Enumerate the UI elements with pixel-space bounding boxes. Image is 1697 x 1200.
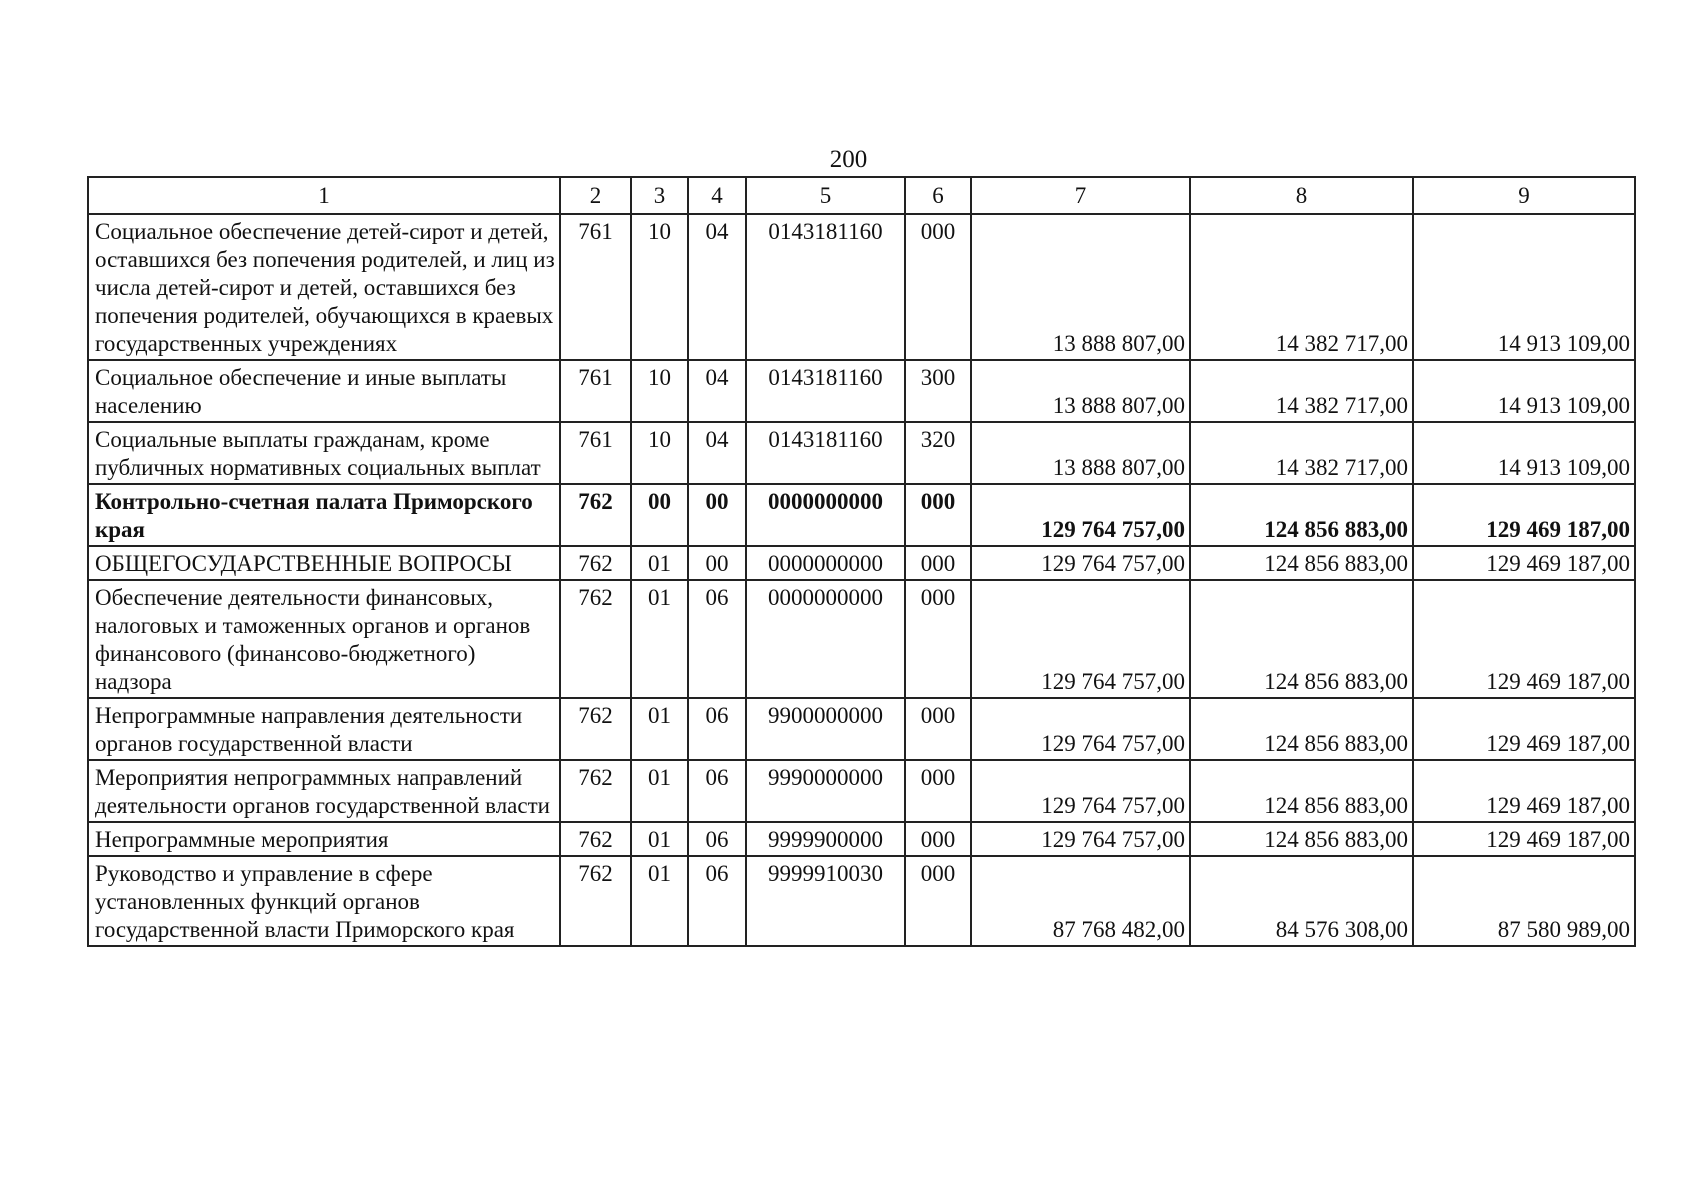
expense-type-cell: 320 bbox=[905, 422, 971, 484]
amount-year3-cell: 14 913 109,00 bbox=[1413, 422, 1635, 484]
subsection-code-cell: 06 bbox=[688, 698, 746, 760]
section-code-cell: 01 bbox=[631, 698, 688, 760]
amount-year2-cell: 14 382 717,00 bbox=[1190, 360, 1413, 422]
row-name-cell: Социальное обеспечение детей-сирот и детей, оставшихся без попечения родителей, и лиц из числа детей-сирот и детей, оставшихся без попечения родителей, обучающихся в краевых государственных учреждениях bbox=[88, 214, 560, 360]
amount-year3-cell: 14 913 109,00 bbox=[1413, 360, 1635, 422]
amount-year3-cell: 14 913 109,00 bbox=[1413, 214, 1635, 360]
amount-year1-cell: 129 764 757,00 bbox=[971, 822, 1190, 856]
table-row bbox=[88, 360, 1635, 422]
table-row bbox=[88, 546, 1635, 580]
amount-year3-cell: 129 469 187,00 bbox=[1413, 546, 1635, 580]
ministry-code-cell: 762 bbox=[560, 546, 631, 580]
row-name-cell: Контрольно-счетная палата Приморского края bbox=[88, 484, 560, 546]
amount-year2-cell: 124 856 883,00 bbox=[1190, 580, 1413, 698]
table-row bbox=[88, 580, 1635, 698]
subsection-code-cell: 06 bbox=[688, 822, 746, 856]
column-header: 3 bbox=[631, 177, 688, 214]
expense-type-cell: 300 bbox=[905, 360, 971, 422]
column-header: 5 bbox=[746, 177, 905, 214]
amount-year3-cell: 129 469 187,00 bbox=[1413, 822, 1635, 856]
table-row bbox=[88, 484, 1635, 546]
amount-year2-cell: 124 856 883,00 bbox=[1190, 822, 1413, 856]
row-name-cell: ОБЩЕГОСУДАРСТВЕННЫЕ ВОПРОСЫ bbox=[88, 546, 560, 580]
section-code-cell: 01 bbox=[631, 580, 688, 698]
target-article-cell: 0000000000 bbox=[746, 546, 905, 580]
row-name-cell: Непрограммные мероприятия bbox=[88, 822, 560, 856]
table-row bbox=[88, 760, 1635, 822]
row-name-cell: Социальное обеспечение и иные выплаты населению bbox=[88, 360, 560, 422]
ministry-code-cell: 762 bbox=[560, 822, 631, 856]
subsection-code-cell: 06 bbox=[688, 856, 746, 946]
expense-type-cell: 000 bbox=[905, 580, 971, 698]
section-code-cell: 01 bbox=[631, 856, 688, 946]
ministry-code-cell: 761 bbox=[560, 422, 631, 484]
section-code-cell: 10 bbox=[631, 360, 688, 422]
amount-year1-cell: 87 768 482,00 bbox=[971, 856, 1190, 946]
ministry-code-cell: 761 bbox=[560, 360, 631, 422]
column-number-row bbox=[88, 177, 1635, 214]
amount-year1-cell: 13 888 807,00 bbox=[971, 360, 1190, 422]
budget-table bbox=[87, 176, 1636, 947]
expense-type-cell: 000 bbox=[905, 214, 971, 360]
table-row bbox=[88, 856, 1635, 946]
column-header: 7 bbox=[971, 177, 1190, 214]
subsection-code-cell: 06 bbox=[688, 760, 746, 822]
table-row bbox=[88, 822, 1635, 856]
expense-type-cell: 000 bbox=[905, 698, 971, 760]
amount-year1-cell: 129 764 757,00 bbox=[971, 484, 1190, 546]
target-article-cell: 9990000000 bbox=[746, 760, 905, 822]
page-number: 200 bbox=[829, 146, 868, 173]
section-code-cell: 00 bbox=[631, 484, 688, 546]
column-header: 1 bbox=[88, 177, 560, 214]
table-row bbox=[88, 698, 1635, 760]
ministry-code-cell: 762 bbox=[560, 580, 631, 698]
target-article-cell: 9900000000 bbox=[746, 698, 905, 760]
target-article-cell: 0143181160 bbox=[746, 422, 905, 484]
section-code-cell: 10 bbox=[631, 214, 688, 360]
subsection-code-cell: 06 bbox=[688, 580, 746, 698]
subsection-code-cell: 00 bbox=[688, 546, 746, 580]
column-header: 9 bbox=[1413, 177, 1635, 214]
row-name-cell: Мероприятия непрограммных направлений деятельности органов государственной власти bbox=[88, 760, 560, 822]
subsection-code-cell: 04 bbox=[688, 360, 746, 422]
ministry-code-cell: 762 bbox=[560, 856, 631, 946]
amount-year3-cell: 129 469 187,00 bbox=[1413, 580, 1635, 698]
target-article-cell: 0143181160 bbox=[746, 214, 905, 360]
ministry-code-cell: 762 bbox=[560, 484, 631, 546]
amount-year3-cell: 87 580 989,00 bbox=[1413, 856, 1635, 946]
target-article-cell: 0143181160 bbox=[746, 360, 905, 422]
ministry-code-cell: 762 bbox=[560, 760, 631, 822]
row-name-cell: Социальные выплаты гражданам, кроме публичных нормативных социальных выплат bbox=[88, 422, 560, 484]
amount-year3-cell: 129 469 187,00 bbox=[1413, 698, 1635, 760]
expense-type-cell: 000 bbox=[905, 822, 971, 856]
section-code-cell: 01 bbox=[631, 546, 688, 580]
amount-year1-cell: 129 764 757,00 bbox=[971, 760, 1190, 822]
section-code-cell: 10 bbox=[631, 422, 688, 484]
column-header: 2 bbox=[560, 177, 631, 214]
row-name-cell: Непрограммные направления деятельности органов государственной власти bbox=[88, 698, 560, 760]
column-header: 6 bbox=[905, 177, 971, 214]
expense-type-cell: 000 bbox=[905, 484, 971, 546]
amount-year1-cell: 129 764 757,00 bbox=[971, 546, 1190, 580]
amount-year3-cell: 129 469 187,00 bbox=[1413, 484, 1635, 546]
amount-year1-cell: 13 888 807,00 bbox=[971, 422, 1190, 484]
subsection-code-cell: 00 bbox=[688, 484, 746, 546]
table-row bbox=[88, 214, 1635, 360]
table-body bbox=[88, 214, 1635, 946]
row-name-cell: Руководство и управление в сфере установленных функций органов государственной власти Приморского края bbox=[88, 856, 560, 946]
column-header: 8 bbox=[1190, 177, 1413, 214]
subsection-code-cell: 04 bbox=[688, 422, 746, 484]
target-article-cell: 0000000000 bbox=[746, 580, 905, 698]
ministry-code-cell: 762 bbox=[560, 698, 631, 760]
target-article-cell: 9999910030 bbox=[746, 856, 905, 946]
amount-year2-cell: 84 576 308,00 bbox=[1190, 856, 1413, 946]
ministry-code-cell: 761 bbox=[560, 214, 631, 360]
expense-type-cell: 000 bbox=[905, 856, 971, 946]
section-code-cell: 01 bbox=[631, 760, 688, 822]
amount-year3-cell: 129 469 187,00 bbox=[1413, 760, 1635, 822]
amount-year2-cell: 124 856 883,00 bbox=[1190, 760, 1413, 822]
amount-year2-cell: 124 856 883,00 bbox=[1190, 546, 1413, 580]
amount-year1-cell: 129 764 757,00 bbox=[971, 580, 1190, 698]
expense-type-cell: 000 bbox=[905, 546, 971, 580]
target-article-cell: 9999900000 bbox=[746, 822, 905, 856]
amount-year2-cell: 124 856 883,00 bbox=[1190, 698, 1413, 760]
target-article-cell: 0000000000 bbox=[746, 484, 905, 546]
column-header: 4 bbox=[688, 177, 746, 214]
section-code-cell: 01 bbox=[631, 822, 688, 856]
subsection-code-cell: 04 bbox=[688, 214, 746, 360]
expense-type-cell: 000 bbox=[905, 760, 971, 822]
amount-year1-cell: 13 888 807,00 bbox=[971, 214, 1190, 360]
amount-year2-cell: 14 382 717,00 bbox=[1190, 422, 1413, 484]
amount-year2-cell: 14 382 717,00 bbox=[1190, 214, 1413, 360]
amount-year1-cell: 129 764 757,00 bbox=[971, 698, 1190, 760]
table-row bbox=[88, 422, 1635, 484]
amount-year2-cell: 124 856 883,00 bbox=[1190, 484, 1413, 546]
row-name-cell: Обеспечение деятельности финансовых, налоговых и таможенных органов и органов финансового (финансово-бюджетного) надзора bbox=[88, 580, 560, 698]
